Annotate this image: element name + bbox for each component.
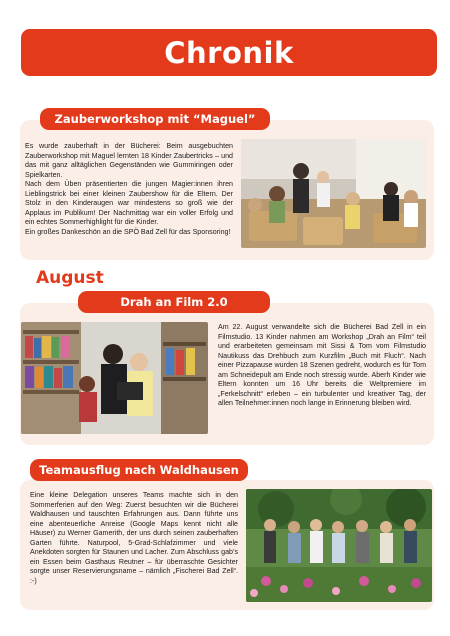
team-trip-text: Eine kleine Delegation unseres Teams machte sich in den Sommerferien auf den Weg: Zuerst besuchten wir die Bücherei Waldhausen und tauschten Erfahrungen aus. Dann führte uns eine abenteuerliche Anreise (Google Maps kennt nicht alle Häuser) zu Werner Gamerith, der uns durch seinen zauberhaften Garten führte. Naturpool, 5-Grad-Schlafzimmer und viele Anekdoten sorgten für Staunen und Lacher. Zum Abschluss gab’s ein Essen beim Gasthaus Reutner – für überraschte Gesichter sorgte unser Reservierungsname – nämlich „Fischerei Bad Zell“. :-) (30, 491, 238, 585)
page-title: Chronik (164, 35, 294, 70)
magic-paragraph-1: Es wurde zauberhaft in der Bücherei: Beim ausgebuchten Zauberworkshop mit Maguel lernten 18 Kinder Zaubertricks – und das mit ganz alltäglichen Gegenständen wie Gummiringen oder Spielkarten. (25, 142, 233, 179)
film-workshop-heading: Drah an Film 2.0 (78, 291, 270, 313)
title-banner (21, 29, 437, 76)
magic-paragraph-2: Nach dem Üben präsentierten die jungen Magier:innen ihren Lieblingstrick bei einer kleinen Zaubershow für die Eltern. Der Stolz in den Kinderaugen war mindestens so groß wie der Applaus im Publikum! Der Nachmittag war ein voller Erfolg und ein echtes Sommerhighlight für die Kinder. (25, 180, 233, 227)
magic-paragraph-3: Ein großes Dankeschön an die SPÖ Bad Zell für das Sponsoring! (25, 227, 231, 236)
team-trip-heading: Teamausflug nach Waldhausen (30, 459, 248, 481)
magic-workshop-heading: Zauberworkshop mit “Maguel” (40, 108, 270, 130)
team-trip-photo (246, 489, 432, 602)
film-workshop-photo (21, 322, 208, 434)
magic-workshop-text (25, 142, 233, 237)
film-workshop-text: Am 22. August verwandelte sich die Bücherei Bad Zell in ein Filmstudio. 13 Kinder nahmen am Workshop „Drah an Film“ teil und erarbeiteten gemeinsam mit Sissi & Tom vom Filmstudio Nautikuss das Drehbuch zum Kurzfilm „Buch mit Fluch“. Nach einer Pizzapause wurden 18 Szenen gedreht, wodurch es für Tom am Schneidepult am Ende noch stressig wurde. Aberh Kinder wie Eltern konnten um 16 Uhr bereits die Weltpremiere im „Ferkelschnitt“ erleben – ein turbulenter und kreativer Tag, der allen Teilnehmer:innen noch lange in Erinnerung bleiben wird. (218, 323, 426, 408)
magic-workshop-photo (241, 139, 426, 248)
month-heading-august: August (36, 268, 104, 288)
